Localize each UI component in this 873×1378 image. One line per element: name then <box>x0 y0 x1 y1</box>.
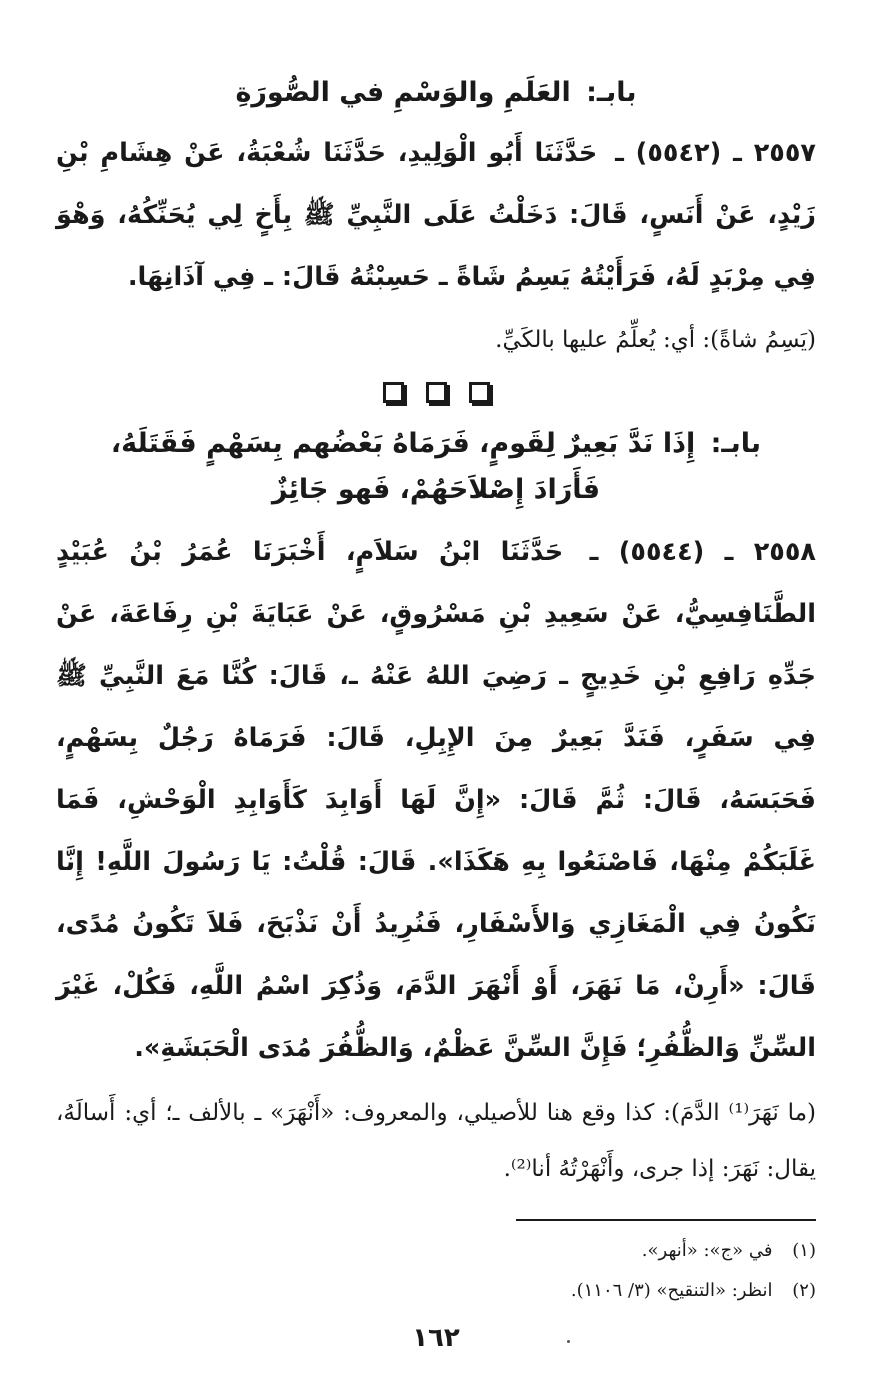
section-title-line-1 <box>111 428 761 459</box>
bab-label: بابـ: <box>710 428 762 459</box>
hadith-paragraph-1 <box>56 122 816 308</box>
box-icon <box>383 382 404 403</box>
bab-label: بابـ: <box>586 77 637 108</box>
section-title: العَلَمِ والوَسْمِ في الصُّورَةِ <box>235 77 571 108</box>
hadith-paragraph-2 <box>56 521 816 1079</box>
gloss-paragraph-1: (يَسِمُ شاةً): أي: يُعلِّمُ عليها بالكَيِّ. <box>495 327 816 353</box>
footnote-2 <box>56 1277 816 1305</box>
section-title-text-1: إِذَا نَدَّ بَعِيرٌ لِقَومٍ، فَرَمَاهُ بَعْضُهم بِسَهْمٍ فَقَتَلَهُ، <box>110 428 696 459</box>
box-icon <box>426 382 447 403</box>
document-page <box>56 70 816 1353</box>
footnote-number: (٢) <box>792 1280 816 1301</box>
footnote-text: في «ج»: «أنهر». <box>641 1240 773 1261</box>
hadith-number: ٢٥٥٨ ـ (٥٥٤٤) ـ <box>589 537 816 567</box>
section-separator <box>56 382 816 403</box>
footnote-number: (١) <box>792 1240 816 1261</box>
footnote-1 <box>56 1237 816 1265</box>
footnote-divider <box>516 1219 816 1221</box>
gloss-paragraph-2: (ما نَهَرَ⁽¹⁾ الدَّمَ): كذا وقع هنا للأصيلي، والمعروف: «أَنْهَرَ» ـ بالألف ـ؛ أي: أَسالَهُ، يقال: نَهَرَ: إذا جرى، وأَنْهَرْتُهُ أنا⁽²⁾. <box>56 1100 816 1182</box>
page-number: ١٦٢ <box>412 1323 460 1353</box>
section-title-line-2: فَأَرَادَ إِصْلاَحَهُمْ، فَهو جَائِزٌ <box>271 474 601 505</box>
hadith-text: حَدَّثَنَا أَبُو الْوَلِيدِ، حَدَّثَنَا شُعْبَةُ، عَنْ هِشَامِ بْنِ زَيْدٍ، عَنْ أَنَسٍ، قَالَ: دَخَلْتُ عَلَى النَّبِيِّ ﷺ بِأَخٍ لِي يُحَنِّكُهُ، وَهْوَ فِي مِرْبَدٍ لَهُ، فَرَأَيْتُهُ يَسِمُ شَاةً ـ حَسِبْتُهُ قَالَ: ـ فِي آذَانِهَا. <box>56 138 816 292</box>
ink-dot <box>567 1340 570 1343</box>
hadith-text: حَدَّثَنَا ابْنُ سَلاَمٍ، أَخْبَرَنَا عُمَرُ بْنُ عُبَيْدٍ الطَّنَافِسِيُّ، عَنْ سَعِيدِ بْنِ مَسْرُوقٍ، عَنْ عَبَايَةَ بْنِ رِفَاعَةَ، عَنْ جَدِّهِ رَافِعِ بْنِ خَدِيجٍ ـ رَضِيَ اللهُ عَنْهُ ـ، قَالَ: كُنَّا مَعَ النَّبِيِّ ﷺ فِي سَفَرٍ، فَنَدَّ بَعِيرٌ مِنَ الإِبِلِ، قَالَ: فَرَمَاهُ رَجُلٌ بِسَهْمٍ، فَحَبَسَهُ، قَالَ: ثُمَّ قَالَ: «إِنَّ لَهَا أَوَابِدَ كَأَوَابِدِ الْوَحْشِ، فَمَا غَلَبَكُمْ مِنْهَا، فَاصْنَعُوا بِهِ هَكَذَا». قَالَ: قُلْتُ: يَا رَسُولَ اللَّهِ! إِنَّا نَكُونُ فِي الْمَغَازِي وَالأَسْفَارِ، فَنُرِيدُ أَنْ نَذْبَحَ، فَلاَ تَكُونُ مُدًى، قَالَ: «أَرِنْ، مَا نَهَرَ، أَوْ أَنْهَرَ الدَّمَ، وَذُكِرَ اسْمُ اللَّهِ، فَكُلْ، غَيْرَ السِّنِّ وَالظُّفُرِ؛ فَإِنَّ السِّنَّ عَظْمٌ، وَالظُّفُرَ مُدَى الْحَبَشَةِ». <box>56 537 816 1063</box>
section-heading-1 <box>56 70 816 116</box>
hadith-number: ٢٥٥٧ ـ (٥٥٤٢) ـ <box>615 138 816 168</box>
section-heading-2 <box>56 421 816 513</box>
box-icon <box>469 382 490 403</box>
footnote-text: انظر: «التنقيح» (٣/ ١١٠٦). <box>570 1280 773 1301</box>
